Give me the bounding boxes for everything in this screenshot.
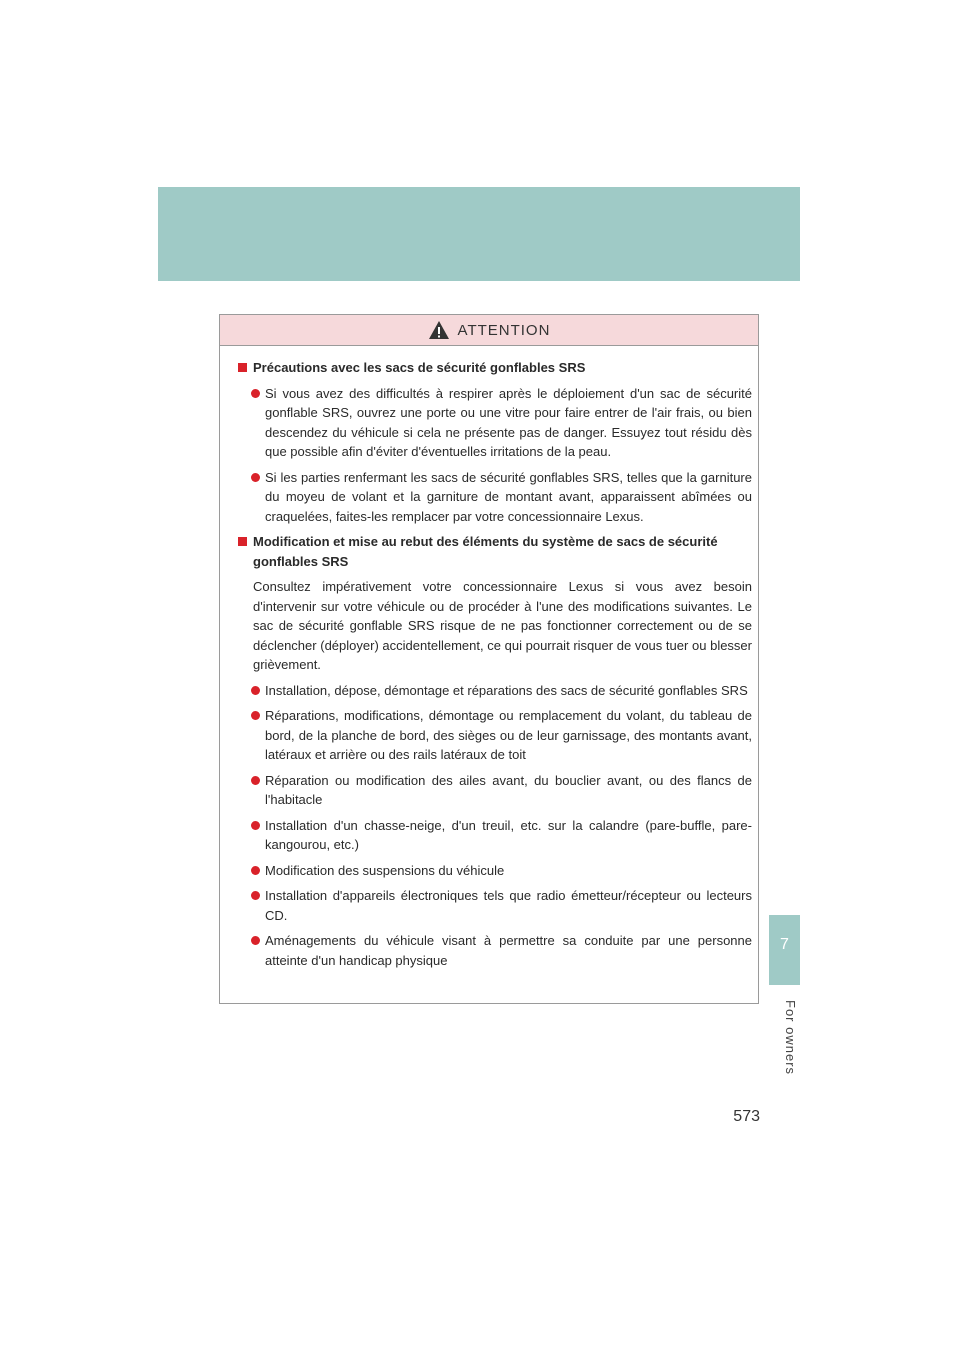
warning-body — [220, 346, 758, 970]
list-item: Aménagements du véhicule visant à permettre sa conduite par une personne atteinte d'un handicap physique — [251, 931, 752, 970]
warning-box — [219, 314, 759, 1004]
round-bullet-icon — [251, 686, 260, 695]
round-bullet-icon — [251, 776, 260, 785]
round-bullet-icon — [251, 711, 260, 720]
round-bullet-icon — [251, 891, 260, 900]
list-item: Installation, dépose, démontage et réparations des sacs de sécurité gonflables SRS — [251, 681, 752, 701]
warning-triangle-icon — [428, 320, 450, 340]
list-item: Si vous avez des difficultés à respirer après le déploiement d'un sac de sécurité gonflable SRS, ouvrez une porte ou une vitre pour faire entrer de l'air frais, ou bien descendez du véhicule si cela ne présente pas de danger. Essuyez tout résidu dès que possible afin d'éviter d'éventuelles irritations de la peau. — [251, 384, 752, 462]
square-bullet-icon — [238, 537, 247, 546]
list-item: Si les parties renfermant les sacs de sécurité gonflables SRS, telles que la garniture du moyeu de volant et la garniture de montant avant, apparaissent abîmées ou craquelées, faites-les remplacer par votre concessionnaire Lexus. — [251, 468, 752, 527]
section-title: Modification et mise au rebut des éléments du système de sacs de sécurité gonflables SRS — [238, 532, 752, 571]
round-bullet-icon — [251, 936, 260, 945]
header-band — [158, 187, 800, 281]
section-title: Précautions avec les sacs de sécurité gonflables SRS — [238, 358, 752, 378]
round-bullet-icon — [251, 866, 260, 875]
round-bullet-icon — [251, 473, 260, 482]
square-bullet-icon — [238, 363, 247, 372]
chapter-label: For owners — [783, 1000, 798, 1076]
warning-title: ATTENTION — [457, 321, 551, 339]
round-bullet-icon — [251, 389, 260, 398]
chapter-number: 7 — [780, 936, 789, 953]
list-item: Modification des suspensions du véhicule — [251, 861, 752, 881]
list-item: Réparation ou modification des ailes avant, du bouclier avant, ou des flancs de l'habitacle — [251, 771, 752, 810]
list-item: Réparations, modifications, démontage ou remplacement du volant, du tableau de bord, de la planche de bord, des sièges ou de leur garnissage, des montants avant, latéraux et arrière ou des rails latéraux de toit — [251, 706, 752, 765]
round-bullet-icon — [251, 821, 260, 830]
list-item: Installation d'appareils électroniques tels que radio émetteur/récepteur ou lecteurs CD. — [251, 886, 752, 925]
list-item: Installation d'un chasse-neige, d'un treuil, etc. sur la calandre (pare-buffle, pare-kangourou, etc.) — [251, 816, 752, 855]
warning-header — [220, 315, 758, 346]
section-paragraph: Consultez impérativement votre concessionnaire Lexus si vous avez besoin d'intervenir sur votre véhicule ou de procéder à l'une des modifications suivantes. Le sac de sécurité gonflable SRS risque de ne pas fonctionner correctement ou de se déclencher (déployer) accidentellement, ce qui pourrait risquer de vous tuer ou blesser grièvement. — [253, 579, 752, 672]
page-number: 573 — [733, 1108, 760, 1125]
